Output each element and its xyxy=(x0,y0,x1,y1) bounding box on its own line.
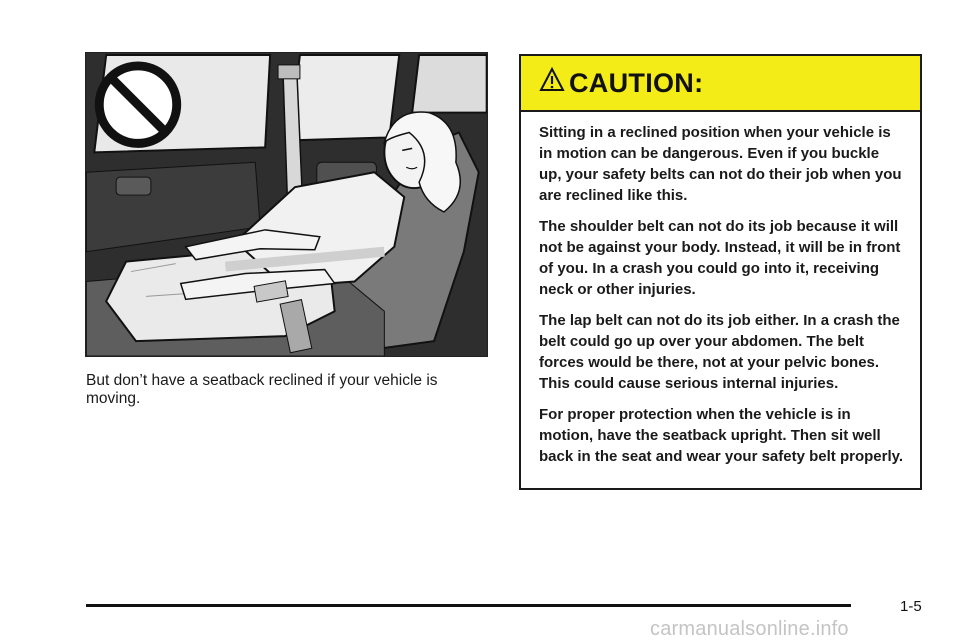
caution-paragraph: The lap belt can not do its job either. In a crash the belt could go up over your abdomen. The belt forces would be there, not at your pelvic bones. This could cause serious internal injuries. xyxy=(539,312,900,392)
caution-title: CAUTION: xyxy=(569,67,704,98)
watermark-text: carmanualsonline.info xyxy=(650,618,849,640)
caution-header xyxy=(521,56,920,112)
caution-paragraph: For proper protection when the vehicle is in motion, have the seatback upright. Then sit well back in the seat and wear your safety belt properly. xyxy=(539,406,904,465)
caution-body xyxy=(521,112,920,467)
illustration-caption: But don’t have a seatback reclined if your vehicle is moving. xyxy=(86,372,438,407)
caution-box xyxy=(519,54,922,490)
reclined-seat-illustration xyxy=(85,52,488,357)
warning-triangle-icon xyxy=(539,67,565,93)
no-symbol-icon xyxy=(99,66,176,143)
caution-paragraph: Sitting in a reclined position when your vehicle is in motion can be dangerous. Even if you buckle up, your safety belts can not do their job when you are reclined like this. xyxy=(539,124,902,204)
page-number: 1-5 xyxy=(900,598,922,615)
caution-paragraph: The shoulder belt can not do its job because it will not be against your body. Instead, it will be in front of you. In a crash you could go into it, receiving neck or other injuries. xyxy=(539,218,901,298)
footer-rule xyxy=(86,604,851,607)
